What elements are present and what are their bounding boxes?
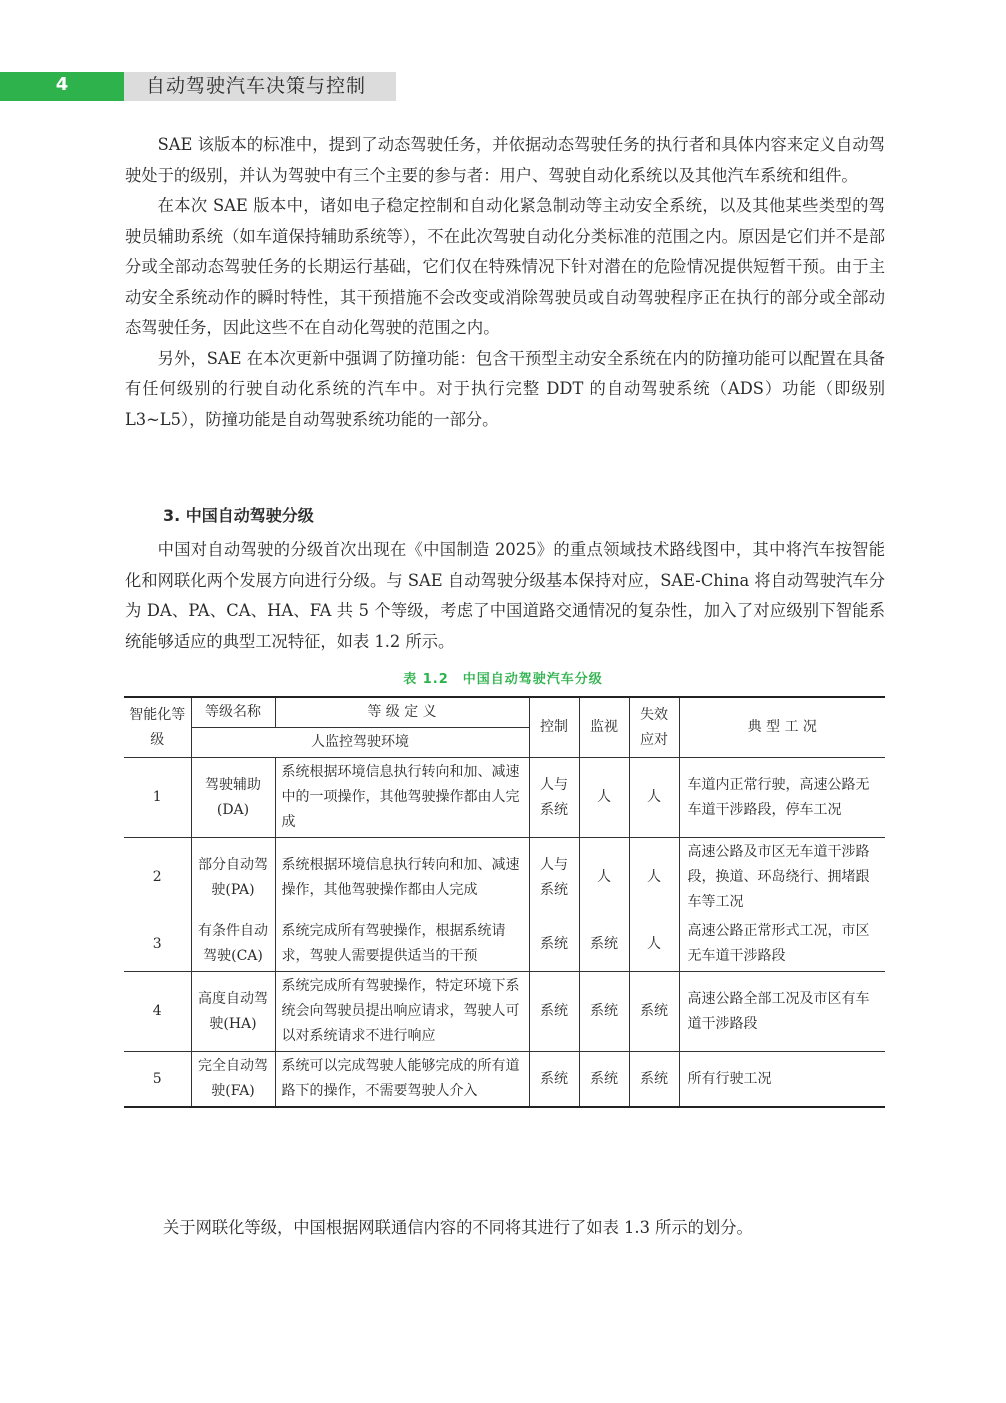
autonomy-level-table <box>124 696 885 1108</box>
page-header <box>0 72 400 101</box>
table-row <box>124 972 885 1052</box>
cell-monitor: 系统 <box>579 972 629 1052</box>
cell-monitor: 系统 <box>579 1052 629 1108</box>
cell-name: 部分自动驾驶(PA) <box>191 838 275 918</box>
section-heading: 3. 中国自动驾驶分级 <box>163 506 314 525</box>
header-name: 等级名称 <box>191 697 275 728</box>
cell-control: 系统 <box>529 972 579 1052</box>
cell-control: 系统 <box>529 1052 579 1108</box>
cell-level: 5 <box>124 1052 191 1108</box>
cell-monitor: 人 <box>579 758 629 838</box>
cell-level: 4 <box>124 972 191 1052</box>
cell-fallback: 人 <box>629 758 679 838</box>
table-row <box>124 917 885 972</box>
header-env-human: 人监控驾驶环境 <box>191 728 529 758</box>
paragraph: 中国对自动驾驶的分级首次出现在《中国制造 2025》的重点领域技术路线图中，其中将汽车按智能化和网联化两个发展方向进行分级。与 SAE 自动驾驶分级基本保持对应，SAE-China 将自动驾驶汽车分为 DA、PA、CA、HA、FA 共 5 个等级，考虑了中国道路交通情况的复杂性，加入了对应级别下智能系统能够适应的典型工况特征，如表 1.2 所示。 <box>125 540 885 651</box>
cell-level: 3 <box>124 917 191 972</box>
cell-control: 人与系统 <box>529 838 579 918</box>
cell-typical: 高速公路全部工况及市区有车道干涉路段 <box>679 972 885 1052</box>
cell-control: 系统 <box>529 917 579 972</box>
table-header-row <box>124 697 885 728</box>
cell-definition: 系统完成所有驾驶操作，根据系统请求，驾驶人需要提供适当的干预 <box>275 917 529 972</box>
cell-fallback: 系统 <box>629 972 679 1052</box>
cell-definition: 系统根据环境信息执行转向和加、减速操作，其他驾驶操作都由人完成 <box>275 838 529 918</box>
book-title: 自动驾驶汽车决策与控制 <box>124 72 396 101</box>
cell-typical: 所有行驶工况 <box>679 1052 885 1108</box>
cell-definition: 系统完成所有驾驶操作，特定环境下系统会向驾驶员提出响应请求，驾驶人可以对系统请求不进行响应 <box>275 972 529 1052</box>
header-level: 智能化等级 <box>124 697 191 758</box>
cell-typical: 车道内正常行驶，高速公路无车道干涉路段，停车工况 <box>679 758 885 838</box>
cell-control: 人与系统 <box>529 758 579 838</box>
table-caption: 表 1.2 中国自动驾驶汽车分级 <box>403 672 603 687</box>
cell-fallback: 人 <box>629 838 679 918</box>
cell-name: 高度自动驾驶(HA) <box>191 972 275 1052</box>
cell-monitor: 系统 <box>579 917 629 972</box>
intro-text <box>125 130 885 435</box>
header-definition: 等 级 定 义 <box>275 697 529 728</box>
cell-name: 完全自动驾驶(FA) <box>191 1052 275 1108</box>
cell-definition: 系统根据环境信息执行转向和加、减速中的一项操作，其他驾驶操作都由人完成 <box>275 758 529 838</box>
header-typical: 典 型 工 况 <box>679 697 885 758</box>
section-text <box>125 535 885 657</box>
table-row <box>124 838 885 918</box>
cell-name: 驾驶辅助(DA) <box>191 758 275 838</box>
paragraph: 在本次 SAE 版本中，诸如电子稳定控制和自动化紧急制动等主动安全系统，以及其他某些类型的驾驶员辅助系统（如车道保持辅助系统等），不在此次驾驶自动化分类标准的范围之内。原因是它们并不是部分或全部动态驾驶任务的长期运行基础，它们仅在特殊情况下针对潜在的危险情况提供短暂干预。由于主动安全系统动作的瞬时特性，其干预措施不会改变或消除驾驶员或自动驾驶程序正在执行的部分或全部动态驾驶任务，因此这些不在自动化驾驶的范围之内。 <box>125 196 885 337</box>
paragraph: 另外，SAE 在本次更新中强调了防撞功能：包含干预型主动安全系统在内的防撞功能可以配置在具备有任何级别的行驶自动化系统的汽车中。对于执行完整 DDT 的自动驾驶系统（ADS）功能（即级别 L3~L5），防撞功能是自动驾驶系统功能的一部分。 <box>125 348 885 429</box>
table-row <box>124 758 885 838</box>
cell-fallback: 人 <box>629 917 679 972</box>
closing-paragraph: 关于网联化等级，中国根据网联通信内容的不同将其进行了如表 1.3 所示的划分。 <box>163 1218 753 1237</box>
cell-fallback: 系统 <box>629 1052 679 1108</box>
table-row <box>124 1052 885 1108</box>
cell-typical: 高速公路及市区无车道干涉路段，换道、环岛绕行、拥堵跟车等工况 <box>679 838 885 918</box>
cell-level: 2 <box>152 869 162 885</box>
cell-level: 1 <box>124 758 191 838</box>
page-number: 4 <box>0 72 124 101</box>
cell-typical: 高速公路正常形式工况，市区无车道干涉路段 <box>679 917 885 972</box>
paragraph: SAE 该版本的标准中，提到了动态驾驶任务，并依据动态驾驶任务的执行者和具体内容来定义自动驾驶处于的级别，并认为驾驶中有三个主要的参与者：用户、驾驶自动化系统以及其他汽车系统和组件。 <box>125 135 885 185</box>
cell-name: 有条件自动驾驶(CA) <box>191 917 275 972</box>
cell-monitor: 人 <box>579 838 629 918</box>
header-fallback: 失效应对 <box>629 697 679 758</box>
cell-definition: 系统可以完成驾驶人能够完成的所有道路下的操作，不需要驾驶人介入 <box>275 1052 529 1108</box>
header-control: 控制 <box>529 697 579 758</box>
header-monitor: 监视 <box>579 697 629 758</box>
